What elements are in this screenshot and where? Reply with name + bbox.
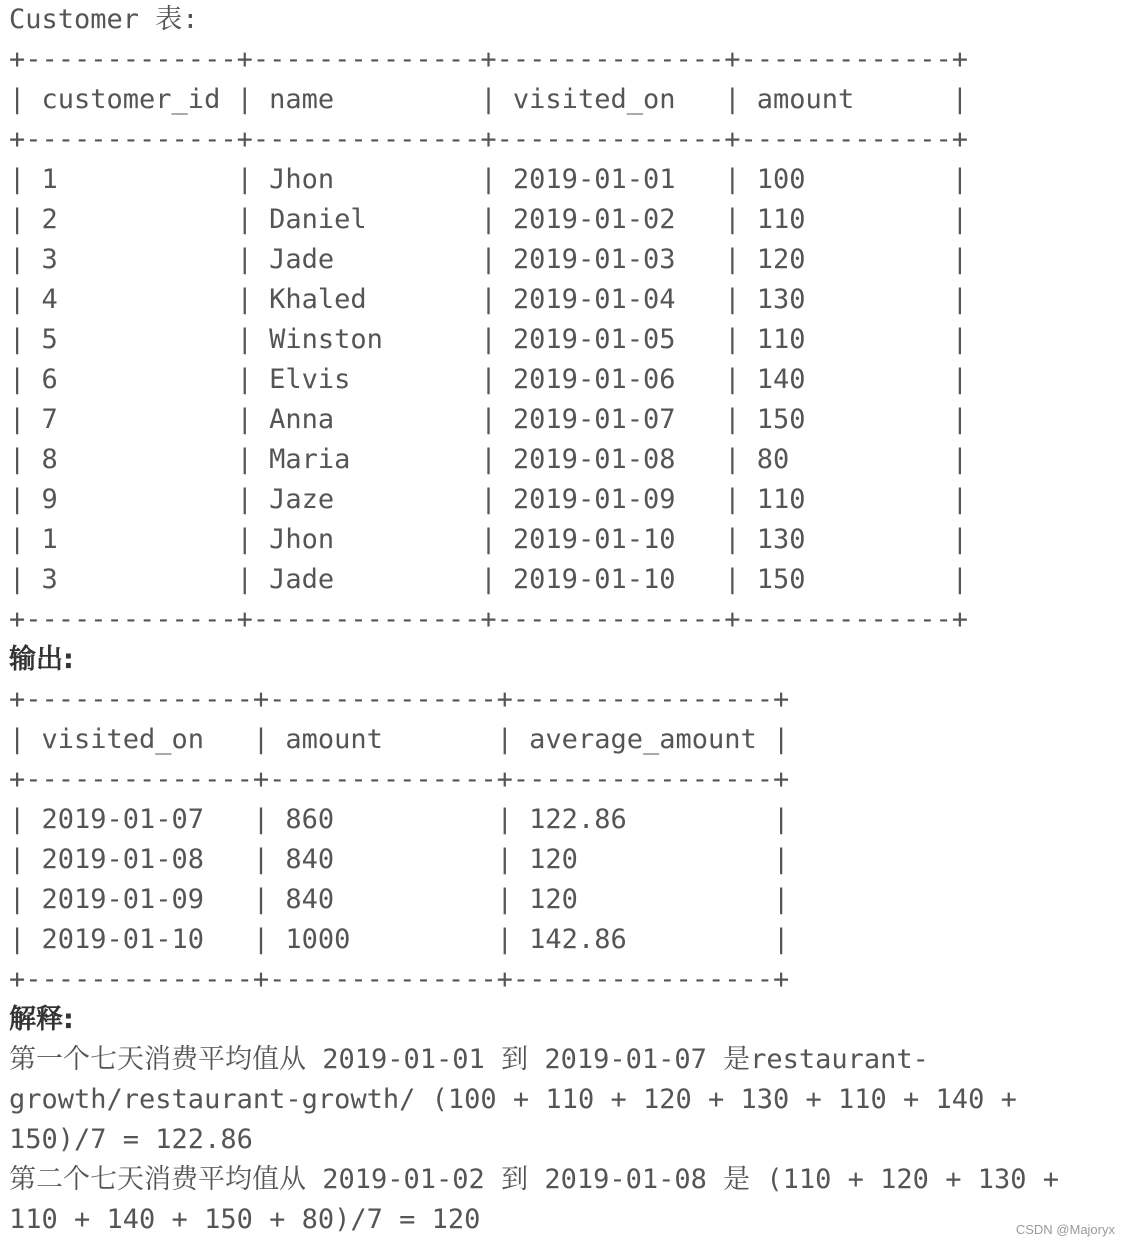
document-page: [9, 0, 1119, 1240]
customer-table-top-border: +-------------+--------------+--------------+-------------+: [9, 44, 969, 75]
customer-table-row: | 3 | Jade | 2019-01-03 | 120 |: [9, 244, 969, 275]
customer-table-row: | 4 | Khaled | 2019-01-04 | 130 |: [9, 284, 969, 315]
output-heading: 输出:: [9, 644, 74, 675]
customer-table-row: | 1 | Jhon | 2019-01-10 | 130 |: [9, 524, 969, 555]
output-table-header-row: | visited_on | amount | average_amount |: [9, 724, 790, 755]
customer-table-row: | 8 | Maria | 2019-01-08 | 80 |: [9, 444, 969, 475]
output-table-row: | 2019-01-08 | 840 | 120 |: [9, 844, 790, 875]
customer-table-bottom-border: +-------------+--------------+--------------+-------------+: [9, 604, 969, 635]
output-table-header-border: +--------------+--------------+----------------+: [9, 764, 790, 795]
output-table-bottom-border: +--------------+--------------+----------------+: [9, 964, 790, 995]
customer-table-row: | 6 | Elvis | 2019-01-06 | 140 |: [9, 364, 969, 395]
customer-table-row: | 7 | Anna | 2019-01-07 | 150 |: [9, 404, 969, 435]
explanation-paragraph-1: 第一个七天消费平均值从 2019-01-01 到 2019-01-07 是restaurant-growth/restaurant-growth/ (100 + 110 + 120 + 130 + 110 + 140 + 150)/7 = 122.86: [9, 1044, 1017, 1155]
customer-table-row: | 5 | Winston | 2019-01-05 | 110 |: [9, 324, 969, 355]
explanation-paragraph-2: 第二个七天消费平均值从 2019-01-02 到 2019-01-08 是 (110 + 120 + 130 + 110 + 140 + 150 + 80)/7 = 120: [9, 1164, 1059, 1235]
output-table-top-border: +--------------+--------------+----------------+: [9, 684, 790, 715]
customer-table-caption: Customer 表:: [9, 4, 199, 35]
customer-table-header-border: +-------------+--------------+--------------+-------------+: [9, 124, 969, 155]
output-table-row: | 2019-01-10 | 1000 | 142.86 |: [9, 924, 790, 955]
explanation-heading: 解释:: [9, 1004, 74, 1035]
customer-table-row: | 9 | Jaze | 2019-01-09 | 110 |: [9, 484, 969, 515]
customer-table-row: | 2 | Daniel | 2019-01-02 | 110 |: [9, 204, 969, 235]
output-table-row: | 2019-01-09 | 840 | 120 |: [9, 884, 790, 915]
customer-table-row: | 3 | Jade | 2019-01-10 | 150 |: [9, 564, 969, 595]
customer-table-row: | 1 | Jhon | 2019-01-01 | 100 |: [9, 164, 969, 195]
output-table-row: | 2019-01-07 | 860 | 122.86 |: [9, 804, 790, 835]
customer-table-header-row: | customer_id | name | visited_on | amount |: [9, 84, 969, 115]
watermark: CSDN @Majoryx: [1015, 1222, 1115, 1237]
